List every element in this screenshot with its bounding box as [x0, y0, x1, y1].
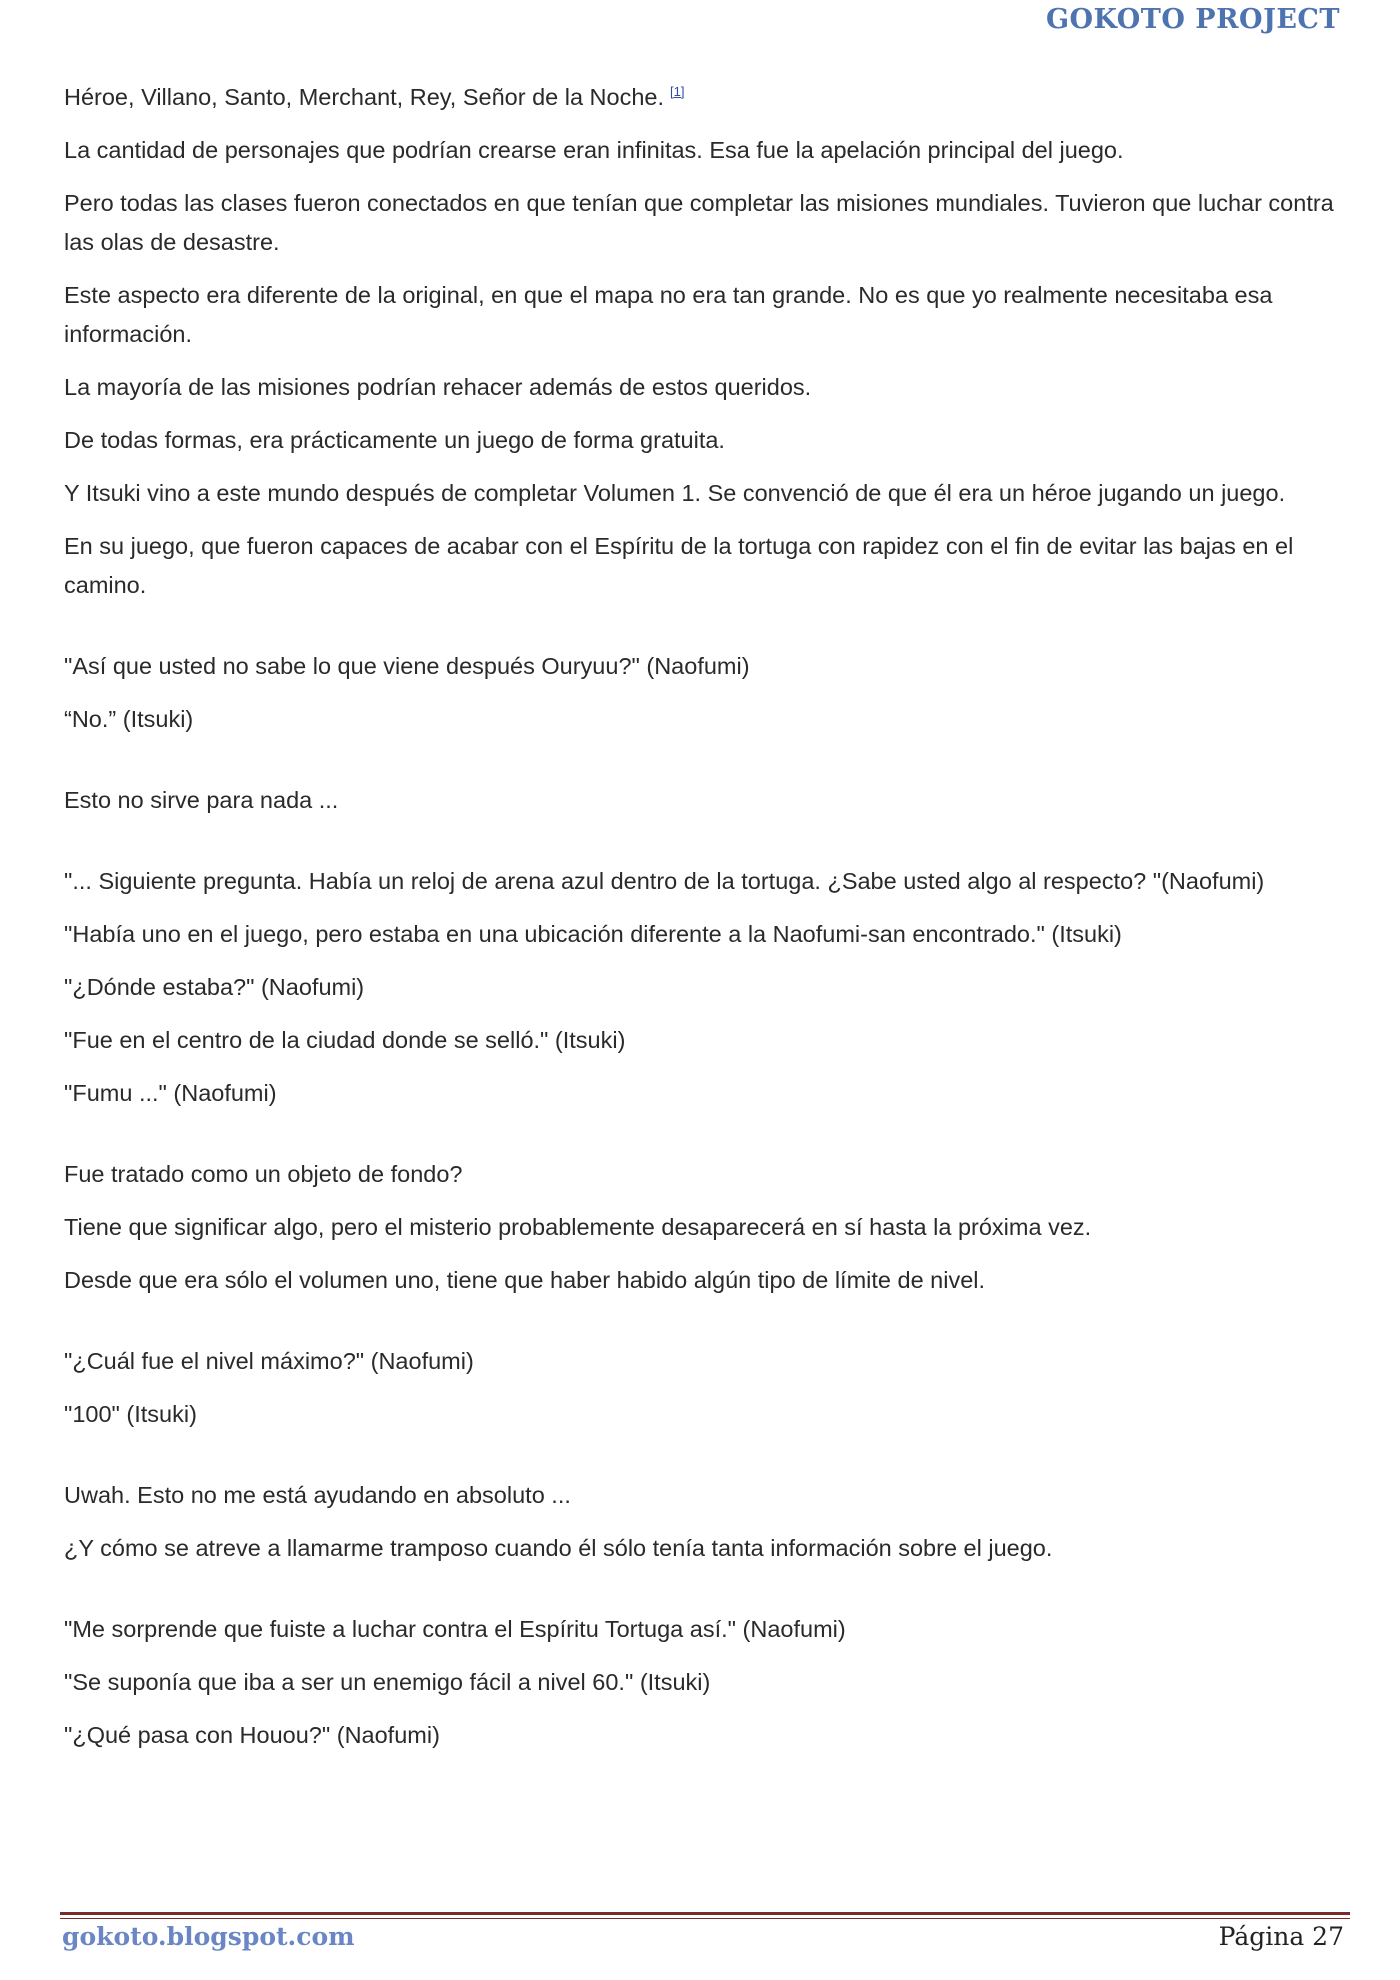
dialogue-line: "Así que usted no sabe lo que viene después Ouryuu?" (Naofumi) — [64, 652, 750, 679]
paragraph: Y Itsuki vino a este mundo después de completar Volumen 1. Se convenció de que él era un héroe jugando un juego. — [64, 479, 1286, 506]
paragraph: Tiene que significar algo, pero el misterio probablemente desaparecerá en sí hasta la próxima vez. — [64, 1213, 1092, 1240]
document-body — [64, 72, 1344, 1769]
paragraph — [64, 72, 1344, 117]
dialogue-line: "Había uno en el juego, pero estaba en una ubicación diferente a la Naofumi-san encontrado." (Itsuki) — [64, 920, 1122, 947]
paragraph: Este aspecto era diferente de la original, en que el mapa no era tan grande. No es que yo realmente necesitaba esa información. — [64, 281, 1273, 347]
dialogue-line: "¿Cuál fue el nivel máximo?" (Naofumi) — [64, 1347, 474, 1374]
paragraph: La mayoría de las misiones podrían rehacer además de estos queridos. — [64, 373, 812, 400]
dialogue-line: "100" (Itsuki) — [64, 1400, 197, 1427]
paragraph: Fue tratado como un objeto de fondo? — [64, 1160, 463, 1187]
paragraph: Desde que era sólo el volumen uno, tiene que haber habido algún tipo de límite de nivel. — [64, 1266, 986, 1293]
dialogue-line: “No.” (Itsuki) — [64, 705, 194, 732]
paragraph: ¿Y cómo se atreve a llamarme tramposo cuando él sólo tenía tanta información sobre el juego. — [64, 1534, 1053, 1561]
dialogue-line: "¿Dónde estaba?" (Naofumi) — [64, 973, 365, 1000]
dialogue-line: "Fumu ..." (Naofumi) — [64, 1079, 277, 1106]
footer-divider-thin — [60, 1918, 1350, 1919]
paragraph: Pero todas las clases fueron conectados en que tenían que completar las misiones mundiales. Tuvieron que luchar contra las olas de desastre. — [64, 189, 1334, 255]
paragraph-text: Héroe, Villano, Santo, Merchant, Rey, Señor de la Noche. — [64, 83, 665, 110]
dialogue-line: "Me sorprende que fuiste a luchar contra el Espíritu Tortuga así." (Naofumi) — [64, 1615, 846, 1642]
dialogue-line: "¿Qué pasa con Houou?" (Naofumi) — [64, 1721, 440, 1748]
footer-divider — [60, 1912, 1350, 1915]
page-number: Página 27 — [1218, 1922, 1344, 1951]
paragraph: Uwah. Esto no me está ayudando en absoluto ... — [64, 1481, 571, 1508]
header-brand: GOKOTO PROJECT — [1045, 4, 1340, 35]
dialogue-line: "Fue en el centro de la ciudad donde se selló." (Itsuki) — [64, 1026, 626, 1053]
footnote-link[interactable]: [1] — [670, 84, 685, 99]
dialogue-line: "... Siguiente pregunta. Había un reloj de arena azul dentro de la tortuga. ¿Sabe usted algo al respecto? "(Naofumi) — [64, 867, 1265, 894]
paragraph: De todas formas, era prácticamente un juego de forma gratuita. — [64, 426, 725, 453]
paragraph: En su juego, que fueron capaces de acabar con el Espíritu de la tortuga con rapidez con el fin de evitar las bajas en el camino. — [64, 532, 1294, 598]
footer-site-link[interactable]: gokoto.blogspot.com — [62, 1922, 355, 1951]
paragraph: La cantidad de personajes que podrían crearse eran infinitas. Esa fue la apelación principal del juego. — [64, 136, 1124, 163]
paragraph: Esto no sirve para nada ... — [64, 786, 339, 813]
dialogue-line: "Se suponía que iba a ser un enemigo fácil a nivel 60." (Itsuki) — [64, 1668, 711, 1695]
